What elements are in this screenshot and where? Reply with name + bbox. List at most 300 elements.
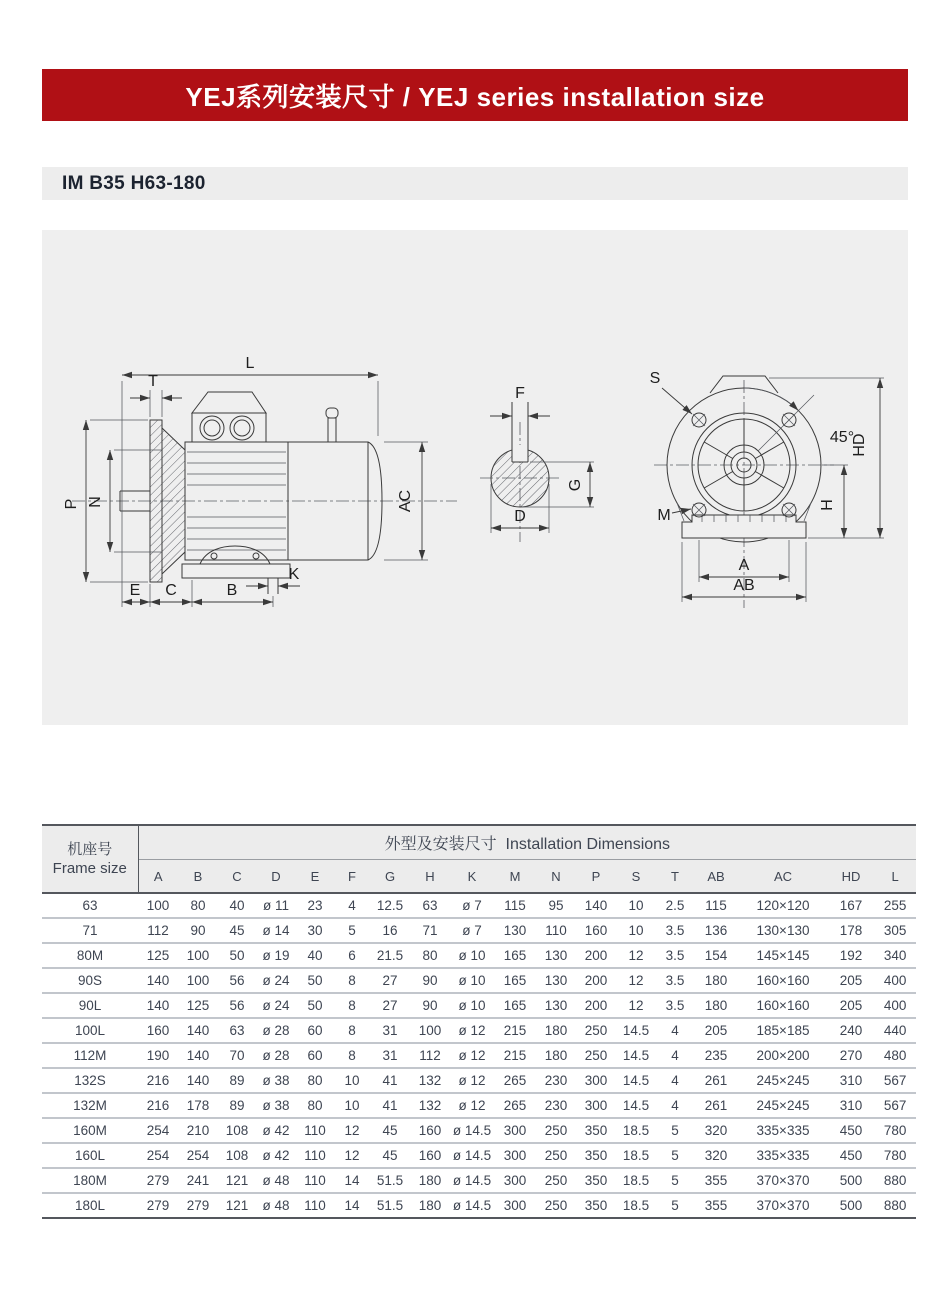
dim-cell-HD: 270 (828, 1043, 874, 1068)
dim-cell-T: 4 (656, 1093, 694, 1118)
dim-cell-M: 130 (494, 918, 536, 943)
dim-label-HD: HD (851, 433, 868, 457)
dim-cell-S: 18.5 (616, 1168, 656, 1193)
frame-size-cell: 71 (42, 918, 138, 943)
dim-cell-S: 12 (616, 943, 656, 968)
column-header-HD: HD (828, 860, 874, 894)
dim-cell-P: 350 (576, 1193, 616, 1218)
dim-cell-M: 300 (494, 1193, 536, 1218)
dim-cell-AC: 335×335 (738, 1118, 828, 1143)
dim-cell-N: 250 (536, 1118, 576, 1143)
dim-cell-T: 5 (656, 1118, 694, 1143)
dim-cell-T: 4 (656, 1018, 694, 1043)
dim-cell-H: 100 (410, 1018, 450, 1043)
table-row (42, 893, 916, 918)
dim-cell-HD: 205 (828, 968, 874, 993)
column-header-M: M (494, 860, 536, 894)
column-header-K: K (450, 860, 494, 894)
dim-cell-C: 50 (218, 943, 256, 968)
frame-size-cell: 112M (42, 1043, 138, 1068)
dim-label-L: L (245, 355, 255, 372)
dim-cell-AB: 115 (694, 893, 738, 918)
dim-label-C: C (165, 582, 177, 599)
dim-cell-C: 70 (218, 1043, 256, 1068)
dim-cell-A: 254 (138, 1118, 178, 1143)
installation-dimensions-header-zh: 外型及安装尺寸 (384, 836, 497, 853)
dim-label-A: A (738, 557, 750, 574)
dim-cell-H: 80 (410, 943, 450, 968)
dimension-table (42, 824, 916, 1219)
table-row (42, 968, 916, 993)
dim-cell-C: 56 (218, 993, 256, 1018)
dim-cell-B: 100 (178, 968, 218, 993)
dim-cell-F: 10 (334, 1068, 370, 1093)
dim-cell-N: 180 (536, 1018, 576, 1043)
dim-cell-HD: 450 (828, 1118, 874, 1143)
dim-cell-G: 31 (370, 1043, 410, 1068)
table-row (42, 1043, 916, 1068)
dim-cell-H: 180 (410, 1168, 450, 1193)
dim-cell-L: 255 (874, 893, 916, 918)
dim-cell-L: 880 (874, 1168, 916, 1193)
dim-cell-L: 880 (874, 1193, 916, 1218)
dim-cell-M: 215 (494, 1018, 536, 1043)
dim-cell-C: 63 (218, 1018, 256, 1043)
column-header-A: A (138, 860, 178, 894)
dim-cell-K: ø 14.5 (450, 1168, 494, 1193)
motor-dimension-diagram (42, 230, 908, 725)
dim-cell-K: ø 10 (450, 993, 494, 1018)
dim-cell-T: 5 (656, 1143, 694, 1168)
dim-cell-A: 216 (138, 1068, 178, 1093)
dim-cell-H: 132 (410, 1093, 450, 1118)
dim-label-S: S (649, 370, 661, 387)
dim-label-P: P (63, 498, 80, 510)
dim-cell-T: 5 (656, 1168, 694, 1193)
column-header-B: B (178, 860, 218, 894)
table-row (42, 1143, 916, 1168)
dim-cell-M: 265 (494, 1093, 536, 1118)
dim-cell-AB: 154 (694, 943, 738, 968)
dim-cell-AB: 320 (694, 1118, 738, 1143)
dim-cell-D: ø 14 (256, 918, 296, 943)
dim-cell-F: 10 (334, 1093, 370, 1118)
dim-cell-T: 3.5 (656, 943, 694, 968)
dim-cell-P: 250 (576, 1018, 616, 1043)
frame-size-header-zh: 机座号 (67, 840, 113, 858)
dim-label-45deg: 45° (829, 429, 855, 446)
dim-cell-C: 89 (218, 1068, 256, 1093)
table-row (42, 1093, 916, 1118)
dim-label-D: D (514, 508, 526, 525)
dim-cell-S: 18.5 (616, 1143, 656, 1168)
dim-cell-M: 300 (494, 1143, 536, 1168)
table-row (42, 1068, 916, 1093)
dim-cell-HD: 167 (828, 893, 874, 918)
dim-cell-B: 241 (178, 1168, 218, 1193)
frame-size-cell: 80M (42, 943, 138, 968)
frame-size-cell: 132S (42, 1068, 138, 1093)
dim-cell-G: 16 (370, 918, 410, 943)
subtitle-strip (42, 167, 908, 200)
dim-cell-B: 279 (178, 1193, 218, 1218)
dim-cell-A: 160 (138, 1018, 178, 1043)
shaft-section-view (480, 385, 594, 542)
column-header-AC: AC (738, 860, 828, 894)
dim-cell-F: 8 (334, 993, 370, 1018)
dim-cell-AC: 160×160 (738, 968, 828, 993)
dim-cell-H: 160 (410, 1118, 450, 1143)
dim-cell-M: 215 (494, 1043, 536, 1068)
column-header-S: S (616, 860, 656, 894)
dim-cell-T: 2.5 (656, 893, 694, 918)
dim-cell-P: 300 (576, 1093, 616, 1118)
dim-cell-K: ø 14.5 (450, 1118, 494, 1143)
dim-cell-AB: 355 (694, 1193, 738, 1218)
dim-cell-L: 780 (874, 1118, 916, 1143)
dim-cell-L: 567 (874, 1068, 916, 1093)
dim-cell-F: 14 (334, 1168, 370, 1193)
dim-cell-M: 300 (494, 1118, 536, 1143)
table-row (42, 1018, 916, 1043)
dim-cell-A: 279 (138, 1193, 178, 1218)
dim-cell-N: 230 (536, 1093, 576, 1118)
dim-cell-N: 180 (536, 1043, 576, 1068)
dim-cell-N: 250 (536, 1193, 576, 1218)
dim-label-E: E (129, 582, 141, 599)
dim-cell-C: 121 (218, 1168, 256, 1193)
dim-cell-AB: 180 (694, 968, 738, 993)
dim-cell-D: ø 38 (256, 1068, 296, 1093)
dim-cell-H: 160 (410, 1143, 450, 1168)
dim-cell-AC: 245×245 (738, 1093, 828, 1118)
dim-cell-A: 100 (138, 893, 178, 918)
dim-cell-AB: 235 (694, 1043, 738, 1068)
dim-cell-B: 90 (178, 918, 218, 943)
frame-size-cell: 90S (42, 968, 138, 993)
dim-cell-P: 250 (576, 1043, 616, 1068)
dim-cell-N: 130 (536, 943, 576, 968)
dim-cell-T: 4 (656, 1043, 694, 1068)
dim-cell-E: 80 (296, 1093, 334, 1118)
dim-cell-G: 51.5 (370, 1193, 410, 1218)
dim-cell-G: 21.5 (370, 943, 410, 968)
dim-cell-K: ø 7 (450, 918, 494, 943)
column-header-H: H (410, 860, 450, 894)
dim-cell-F: 8 (334, 1043, 370, 1068)
dim-cell-A: 190 (138, 1043, 178, 1068)
dim-cell-M: 165 (494, 943, 536, 968)
dim-cell-AB: 261 (694, 1093, 738, 1118)
dim-cell-B: 140 (178, 1043, 218, 1068)
dim-cell-S: 18.5 (616, 1118, 656, 1143)
dim-cell-G: 27 (370, 993, 410, 1018)
dim-cell-D: ø 42 (256, 1143, 296, 1168)
dim-cell-A: 254 (138, 1143, 178, 1168)
group-header-row (42, 825, 916, 860)
dim-cell-E: 60 (296, 1018, 334, 1043)
dim-cell-P: 350 (576, 1118, 616, 1143)
dim-cell-T: 4 (656, 1068, 694, 1093)
page-title: YEJ系列安装尺寸 / YEJ series installation size (185, 81, 765, 112)
dim-cell-B: 140 (178, 1018, 218, 1043)
installation-dimensions-header (138, 825, 916, 860)
dim-cell-L: 567 (874, 1093, 916, 1118)
dim-cell-P: 200 (576, 968, 616, 993)
dim-label-AB: AB (733, 577, 755, 594)
dim-cell-H: 71 (410, 918, 450, 943)
dim-cell-K: ø 7 (450, 893, 494, 918)
dim-cell-AB: 355 (694, 1168, 738, 1193)
dim-cell-A: 112 (138, 918, 178, 943)
dim-cell-D: ø 48 (256, 1193, 296, 1218)
dim-cell-AB: 261 (694, 1068, 738, 1093)
dim-cell-T: 5 (656, 1193, 694, 1218)
dimension-table-section (42, 824, 908, 1219)
dim-cell-H: 112 (410, 1043, 450, 1068)
dim-cell-L: 340 (874, 943, 916, 968)
dim-cell-M: 265 (494, 1068, 536, 1093)
front-view (650, 370, 884, 608)
dim-cell-N: 110 (536, 918, 576, 943)
dim-cell-L: 780 (874, 1143, 916, 1168)
dim-cell-D: ø 38 (256, 1093, 296, 1118)
dim-cell-S: 14.5 (616, 1043, 656, 1068)
dim-cell-G: 12.5 (370, 893, 410, 918)
dim-cell-B: 178 (178, 1093, 218, 1118)
dim-cell-D: ø 24 (256, 968, 296, 993)
dim-cell-E: 30 (296, 918, 334, 943)
dim-cell-E: 50 (296, 993, 334, 1018)
dim-cell-E: 60 (296, 1043, 334, 1068)
dim-label-T: T (148, 373, 158, 390)
dim-cell-E: 50 (296, 968, 334, 993)
dim-cell-F: 5 (334, 918, 370, 943)
dim-cell-C: 40 (218, 893, 256, 918)
frame-size-cell: 160M (42, 1118, 138, 1143)
dim-cell-M: 300 (494, 1168, 536, 1193)
dim-cell-G: 45 (370, 1118, 410, 1143)
dim-label-H: H (819, 499, 836, 511)
dim-cell-B: 80 (178, 893, 218, 918)
dim-cell-E: 110 (296, 1193, 334, 1218)
dim-cell-S: 12 (616, 968, 656, 993)
dim-cell-K: ø 10 (450, 943, 494, 968)
dim-label-N: N (87, 496, 104, 508)
dim-cell-P: 140 (576, 893, 616, 918)
dim-cell-S: 10 (616, 893, 656, 918)
dim-cell-K: ø 12 (450, 1068, 494, 1093)
dim-cell-B: 254 (178, 1143, 218, 1168)
dim-cell-A: 140 (138, 993, 178, 1018)
dim-label-G: G (567, 478, 584, 492)
dim-cell-N: 250 (536, 1143, 576, 1168)
dim-cell-E: 110 (296, 1168, 334, 1193)
dim-cell-G: 31 (370, 1018, 410, 1043)
dim-cell-HD: 310 (828, 1068, 874, 1093)
dim-cell-HD: 500 (828, 1193, 874, 1218)
dim-cell-M: 115 (494, 893, 536, 918)
dim-cell-S: 14.5 (616, 1093, 656, 1118)
dim-cell-HD: 310 (828, 1093, 874, 1118)
dim-cell-C: 108 (218, 1143, 256, 1168)
dim-cell-E: 23 (296, 893, 334, 918)
column-header-E: E (296, 860, 334, 894)
frame-size-cell: 180M (42, 1168, 138, 1193)
dim-cell-K: ø 14.5 (450, 1193, 494, 1218)
table-row (42, 918, 916, 943)
dim-cell-H: 90 (410, 968, 450, 993)
dim-label-B: B (226, 582, 238, 599)
frame-size-cell: 132M (42, 1093, 138, 1118)
dim-cell-P: 200 (576, 943, 616, 968)
dim-cell-G: 41 (370, 1093, 410, 1118)
dim-cell-H: 90 (410, 993, 450, 1018)
dim-cell-D: ø 42 (256, 1118, 296, 1143)
dim-cell-L: 480 (874, 1043, 916, 1068)
frame-size-cell: 180L (42, 1193, 138, 1218)
frame-size-cell: 63 (42, 893, 138, 918)
dim-cell-AC: 185×185 (738, 1018, 828, 1043)
dim-cell-G: 27 (370, 968, 410, 993)
frame-size-cell: 160L (42, 1143, 138, 1168)
dim-cell-C: 108 (218, 1118, 256, 1143)
dim-cell-E: 110 (296, 1118, 334, 1143)
dim-cell-AC: 160×160 (738, 993, 828, 1018)
dim-cell-HD: 192 (828, 943, 874, 968)
column-header-N: N (536, 860, 576, 894)
dim-cell-B: 100 (178, 943, 218, 968)
dim-label-AC: AC (397, 489, 414, 513)
dim-label-K: K (288, 566, 300, 583)
dim-cell-K: ø 12 (450, 1093, 494, 1118)
column-header-T: T (656, 860, 694, 894)
dim-cell-P: 160 (576, 918, 616, 943)
dim-cell-L: 400 (874, 993, 916, 1018)
dim-cell-N: 230 (536, 1068, 576, 1093)
dim-cell-C: 45 (218, 918, 256, 943)
dim-cell-N: 95 (536, 893, 576, 918)
dim-cell-F: 14 (334, 1193, 370, 1218)
dim-cell-P: 350 (576, 1143, 616, 1168)
dim-cell-T: 3.5 (656, 968, 694, 993)
dim-cell-T: 3.5 (656, 993, 694, 1018)
dim-cell-HD: 240 (828, 1018, 874, 1043)
dim-cell-A: 216 (138, 1093, 178, 1118)
column-header-P: P (576, 860, 616, 894)
dim-cell-A: 140 (138, 968, 178, 993)
dim-cell-N: 130 (536, 993, 576, 1018)
column-header-row (42, 860, 916, 894)
column-header-C: C (218, 860, 256, 894)
dim-cell-G: 41 (370, 1068, 410, 1093)
dimension-table-body (42, 893, 916, 1218)
dim-cell-F: 6 (334, 943, 370, 968)
dim-cell-B: 140 (178, 1068, 218, 1093)
dim-cell-A: 125 (138, 943, 178, 968)
mounting-code: IM B35 H63-180 (62, 172, 206, 194)
dim-cell-K: ø 12 (450, 1018, 494, 1043)
frame-size-cell: 100L (42, 1018, 138, 1043)
dim-cell-AB: 180 (694, 993, 738, 1018)
dim-cell-G: 45 (370, 1143, 410, 1168)
dim-cell-S: 12 (616, 993, 656, 1018)
column-header-F: F (334, 860, 370, 894)
dim-cell-AC: 335×335 (738, 1143, 828, 1168)
dim-cell-L: 400 (874, 968, 916, 993)
dim-cell-F: 8 (334, 968, 370, 993)
dim-cell-K: ø 10 (450, 968, 494, 993)
dim-cell-HD: 205 (828, 993, 874, 1018)
dim-cell-S: 14.5 (616, 1018, 656, 1043)
dim-cell-H: 63 (410, 893, 450, 918)
dim-cell-P: 300 (576, 1068, 616, 1093)
dim-cell-S: 14.5 (616, 1068, 656, 1093)
dim-cell-D: ø 11 (256, 893, 296, 918)
dim-cell-AC: 130×130 (738, 918, 828, 943)
dim-cell-AB: 136 (694, 918, 738, 943)
dim-cell-HD: 178 (828, 918, 874, 943)
dim-cell-A: 279 (138, 1168, 178, 1193)
dim-cell-HD: 450 (828, 1143, 874, 1168)
column-header-D: D (256, 860, 296, 894)
dim-cell-F: 12 (334, 1118, 370, 1143)
dim-cell-AC: 370×370 (738, 1193, 828, 1218)
dim-cell-HD: 500 (828, 1168, 874, 1193)
dim-cell-AC: 245×245 (738, 1068, 828, 1093)
dim-label-F: F (515, 385, 525, 402)
dim-cell-F: 8 (334, 1018, 370, 1043)
title-banner (42, 69, 908, 121)
dim-cell-M: 165 (494, 993, 536, 1018)
dim-cell-AC: 370×370 (738, 1168, 828, 1193)
column-header-L: L (874, 860, 916, 894)
dim-cell-D: ø 19 (256, 943, 296, 968)
dim-cell-C: 89 (218, 1093, 256, 1118)
dim-cell-P: 350 (576, 1168, 616, 1193)
dim-cell-N: 130 (536, 968, 576, 993)
table-row (42, 1168, 916, 1193)
column-header-G: G (370, 860, 410, 894)
dim-cell-L: 305 (874, 918, 916, 943)
dim-cell-M: 165 (494, 968, 536, 993)
dim-cell-K: ø 14.5 (450, 1143, 494, 1168)
installation-dimensions-header-en: Installation Dimensions (505, 836, 671, 853)
dim-cell-AC: 145×145 (738, 943, 828, 968)
dim-cell-H: 132 (410, 1068, 450, 1093)
dim-cell-AB: 320 (694, 1143, 738, 1168)
dim-cell-L: 440 (874, 1018, 916, 1043)
dim-cell-E: 110 (296, 1143, 334, 1168)
frame-size-cell: 90L (42, 993, 138, 1018)
column-header-AB: AB (694, 860, 738, 894)
dim-cell-B: 210 (178, 1118, 218, 1143)
dim-cell-E: 80 (296, 1068, 334, 1093)
table-row (42, 993, 916, 1018)
dim-cell-D: ø 24 (256, 993, 296, 1018)
dim-cell-G: 51.5 (370, 1168, 410, 1193)
dim-cell-F: 12 (334, 1143, 370, 1168)
table-row (42, 1118, 916, 1143)
dim-cell-AC: 120×120 (738, 893, 828, 918)
table-row (42, 943, 916, 968)
dim-cell-AC: 200×200 (738, 1043, 828, 1068)
dim-cell-P: 200 (576, 993, 616, 1018)
dim-cell-E: 40 (296, 943, 334, 968)
side-view (63, 355, 457, 607)
dim-cell-K: ø 12 (450, 1043, 494, 1068)
dim-cell-C: 56 (218, 968, 256, 993)
